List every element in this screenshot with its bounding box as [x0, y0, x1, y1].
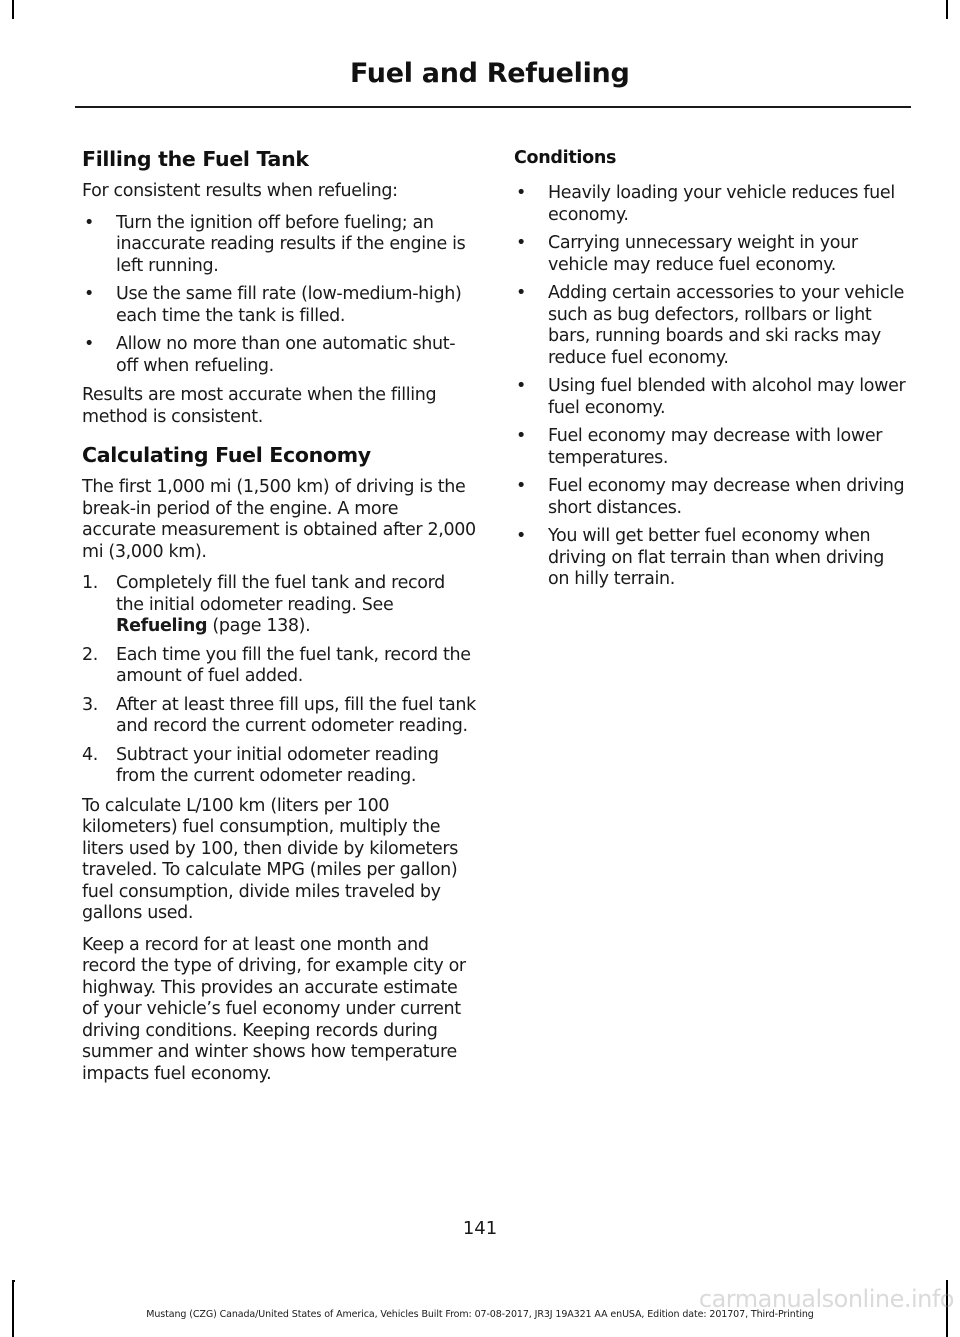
section-heading-conditions: Conditions — [514, 148, 617, 168]
list-item — [514, 476, 910, 519]
calculating-intro: The first 1,000 mi (1,500 km) of driving is the break-in period of the engine. A more accurate measurement is obtained after 2,000 mi (3,000 km). — [82, 477, 476, 562]
list-item-text: Fuel economy may decrease when driving short distances. — [548, 476, 905, 518]
bullet-marker: • — [516, 233, 526, 253]
filling-intro: For consistent results when refueling: — [82, 181, 398, 201]
crop-mark-top-left — [12, 0, 14, 19]
list-item — [82, 213, 477, 278]
calculating-steps-list — [82, 573, 477, 788]
header-divider — [75, 106, 911, 108]
list-item-text: Turn the ignition off before fueling; an inaccurate reading results if the engine is left running. — [116, 212, 466, 276]
step-text: Each time you fill the fuel tank, record the amount of fuel added. — [116, 644, 471, 686]
step-number: 3. — [82, 694, 98, 715]
list-item — [514, 183, 910, 226]
list-item-text: Allow no more than one automatic shut-off when refueling. — [116, 334, 456, 376]
list-item — [82, 645, 477, 688]
bullet-marker: • — [516, 183, 526, 203]
watermark: carmanualsonline.info — [698, 1285, 954, 1313]
bullet-marker: • — [84, 212, 94, 233]
bullet-marker: • — [516, 526, 526, 546]
bullet-marker: • — [84, 284, 94, 304]
filling-bullet-list — [82, 213, 477, 378]
page-header-title: Fuel and Refueling — [350, 58, 630, 89]
step-number: 2. — [82, 644, 98, 665]
list-item-text: Using fuel blended with alcohol may lower fuel economy. — [548, 376, 906, 418]
right-column — [514, 146, 910, 599]
bullet-marker: • — [516, 476, 526, 496]
list-item — [82, 284, 477, 327]
list-item — [514, 283, 910, 369]
section-heading-calculating: Calculating Fuel Economy — [82, 443, 371, 467]
list-item — [514, 233, 910, 276]
bullet-marker: • — [84, 334, 94, 354]
record-keeping-paragraph: Keep a record for at least one month and record the type of driving, for example city or highway. This provides an accurate estimate of your vehicle’s fuel economy under current driving conditions. Keeping records during summer and winter shows how temperature impacts fuel economy. — [82, 934, 466, 1084]
step-text: After at least three fill ups, fill the fuel tank and record the current odometer reading. — [116, 694, 476, 736]
list-item-text: Use the same fill rate (low-medium-high) each time the tank is filled. — [116, 284, 462, 326]
bullet-marker: • — [516, 283, 526, 303]
section-heading-filling: Filling the Fuel Tank — [82, 147, 309, 171]
bullet-marker: • — [516, 376, 526, 396]
list-item — [514, 526, 910, 591]
step-number: 1. — [82, 573, 98, 593]
list-item — [82, 695, 477, 738]
bullet-marker: • — [516, 426, 526, 446]
refueling-page-reference[interactable]: Refueling — [116, 616, 208, 636]
list-item — [514, 426, 910, 469]
list-item — [514, 376, 910, 419]
list-item — [82, 573, 477, 638]
filling-closing: Results are most accurate when the filling method is consistent. — [82, 385, 437, 427]
list-item-text: Carrying unnecessary weight in your vehicle may reduce fuel economy. — [548, 233, 858, 275]
calculation-paragraph: To calculate L/100 km (liters per 100 kilometers) fuel consumption, multiply the liters used by 100, then divide by kilometers traveled. To calculate MPG (miles per gallon) fuel consumption, divide miles traveled by gallons used. — [82, 795, 459, 923]
crop-mark-bottom-left-horizontal — [12, 1280, 15, 1282]
list-item — [82, 745, 477, 788]
list-item-text: You will get better fuel economy when driving on flat terrain than when driving on hilly terrain. — [548, 526, 885, 589]
step-text-suffix: (page 138). — [207, 616, 311, 636]
list-item — [82, 334, 477, 377]
list-item-text: Fuel economy may decrease with lower temperatures. — [548, 426, 883, 468]
step-text: Completely fill the fuel tank and record the initial odometer reading. See — [116, 573, 445, 615]
page-number: 141 — [462, 1218, 498, 1239]
list-item-text: Heavily loading your vehicle reduces fuel economy. — [548, 183, 895, 225]
list-item-text: Adding certain accessories to your vehicle such as bug defectors, rollbars or light bars, running boards and ski racks may reduce fuel economy. — [548, 283, 905, 368]
step-text: Subtract your initial odometer reading from the current odometer reading. — [116, 744, 439, 786]
left-column — [82, 146, 477, 1095]
crop-mark-top-right — [946, 0, 948, 19]
step-number: 4. — [82, 744, 98, 765]
edition-footer: Mustang (CZG) Canada/United States of America, Vehicles Built From: 07-08-2017, JR3J 19A321 AA enUSA, Edition date: 201707, Third-Printing — [146, 1309, 814, 1320]
conditions-bullet-list — [514, 183, 910, 591]
